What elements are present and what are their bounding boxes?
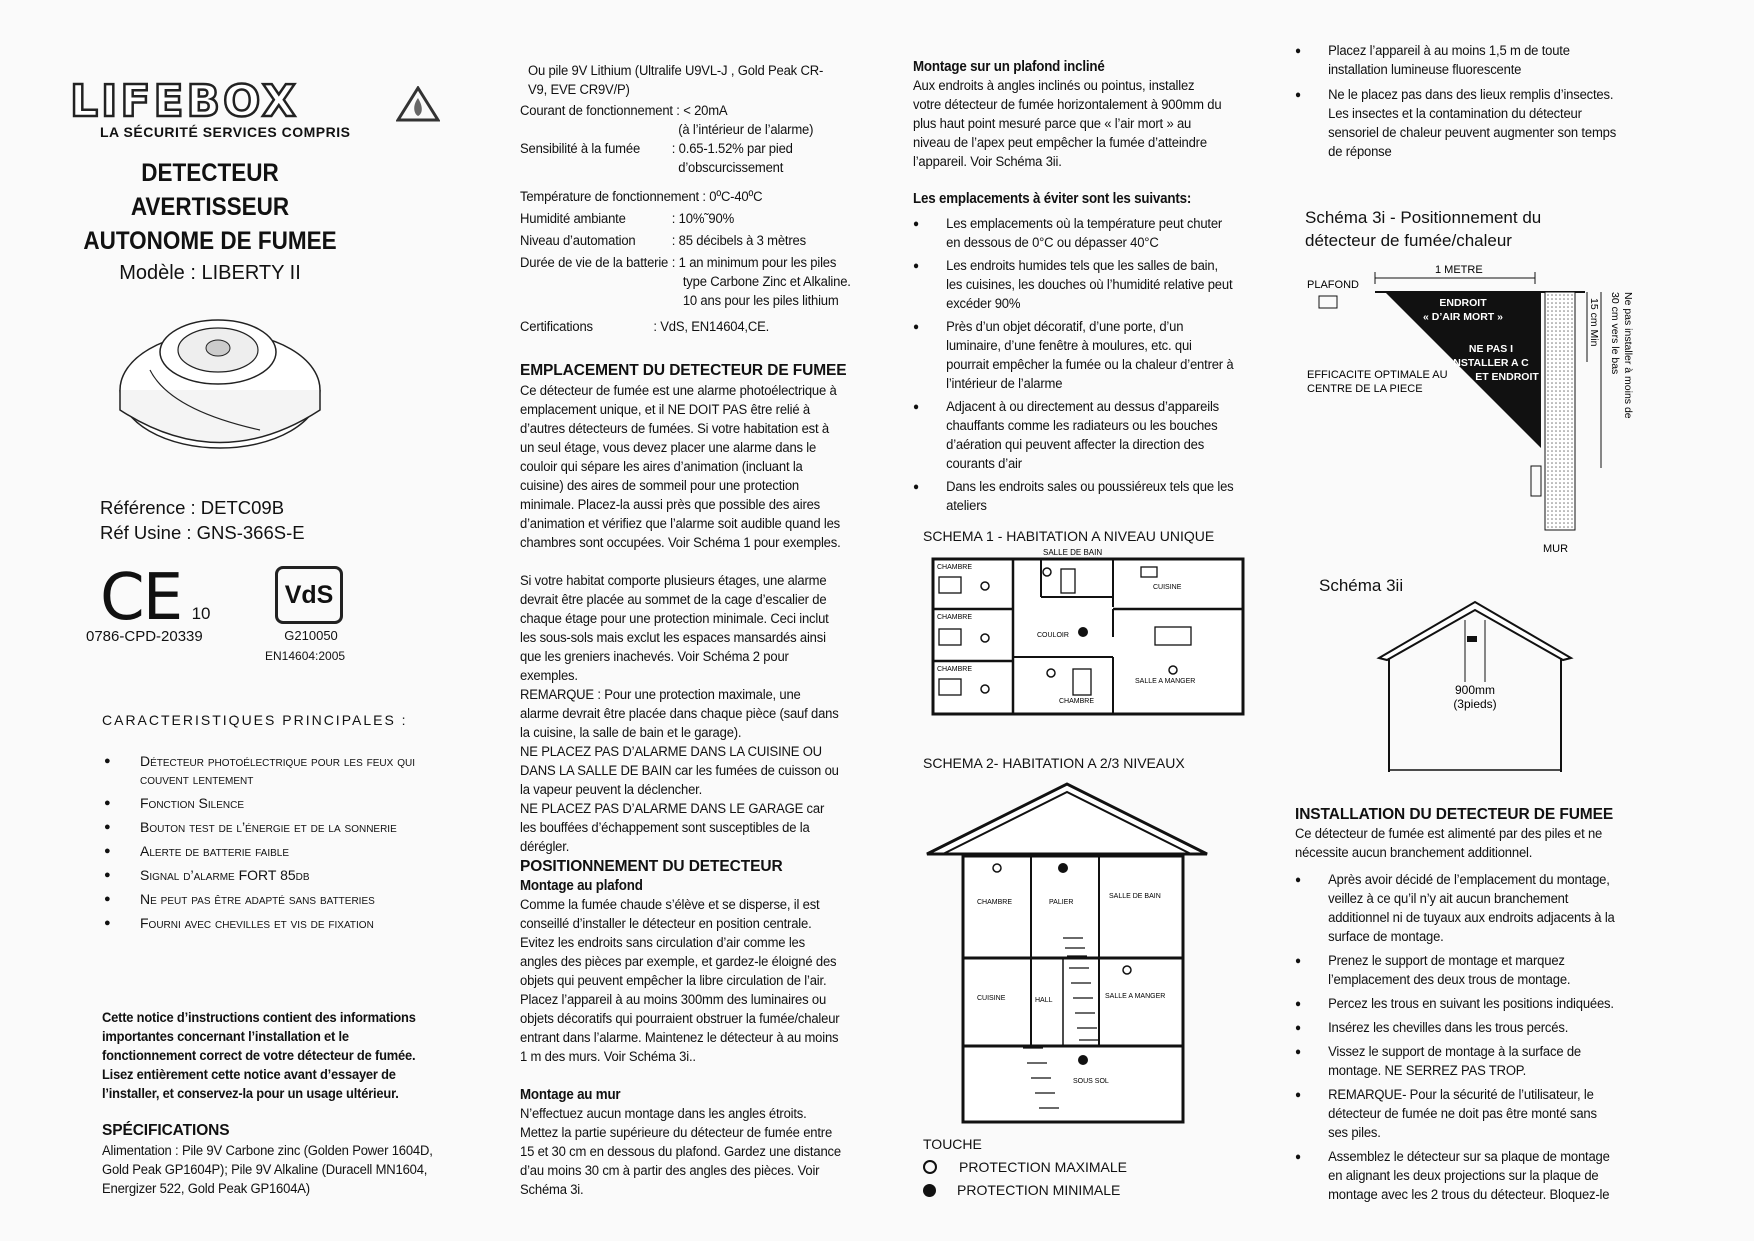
avoid-item: ● Près d’un objet décoratif, d’une porte, d’un luminaire, d’une fenêtre à moulures, etc. qui pourrait empêcher la fumée ou la chaleur d’entrer à l’intérieur de l’alarme — [913, 318, 1235, 394]
avoid-block — [913, 190, 1235, 516]
avoid-item: ● Adjacent à ou directement au dessus d’appareils chauffants comme les radiateurs ou les bouches d’aération qui peuvent affecter la direction des courants d’air — [913, 398, 1235, 474]
installation-body — [1295, 825, 1617, 1205]
installation-heading: INSTALLATION DU DETECTEUR DE FUMEE — [1295, 806, 1614, 823]
spec-label: Courant de fonctionnement : — [520, 103, 680, 119]
room-label: COULOIR — [1037, 632, 1069, 639]
legend-title: TOUCHE — [923, 1136, 982, 1152]
logo — [70, 76, 430, 140]
specs-heading: SPÉCIFICATIONS — [102, 1122, 230, 1139]
plafond-label: PLAFOND — [1307, 279, 1359, 291]
legend-min-label: PROTECTION MINIMALE — [957, 1182, 1121, 1198]
avoid-list-2 — [1295, 42, 1617, 162]
spec-value: : VdS, EN14604,CE. — [653, 319, 770, 335]
reference-block — [100, 495, 305, 545]
detector-min-icon — [923, 1184, 936, 1197]
specs-lithium: Ou pile 9V Lithium (Ultralife U9VL-J , Gold Peak CR-V9, EVE CR9V/P) — [528, 63, 824, 98]
detector-min-icon — [1058, 863, 1068, 873]
feature-item: ● Ne peut pas être adapté sans batteries — [104, 890, 434, 908]
emplacement-body — [520, 382, 842, 857]
dim-label-2: (3pieds) — [1453, 697, 1497, 711]
positionnement-p2: N’effectuez aucun montage dans les angles étroits. Mettez la partie supérieure du détecteur de fumée entre 15 et 30 cm en dessous du plafond. Gardez une distance d’au moins 30 cm à partir des angles des pièces. Voir Schéma 3i. — [520, 1106, 841, 1198]
feature-item: ● Signal d’alarme FORT 85db — [104, 866, 434, 884]
factory-ref: Réf Usine : GNS-366S-E — [100, 522, 305, 543]
efficacite-label: EFFICACITE OPTIMALE AU — [1307, 369, 1448, 381]
room-label: SALLE DE BAIN — [1109, 893, 1161, 900]
spec-row — [520, 102, 860, 140]
install-step: ● Après avoir décidé de l’emplacement du montage, veillez à ce qu’il n’y ait aucun branchement additionnel ni de tuyaux aux endroits adjacents à la surface de montage. — [1295, 871, 1617, 947]
avoid-item: ● Placez l’appareil à au moins 1,5 m de toute installation lumineuse fluorescente — [1295, 42, 1617, 80]
logo-tagline: LA SÉCURITÉ SERVICES COMPRIS — [100, 124, 351, 140]
feature-item: ● Alerte de batterie faible — [104, 842, 434, 860]
title-line-3: AUTONOME DE FUMEE — [83, 227, 337, 255]
ce-code: 0786-CPD-20339 — [86, 628, 203, 645]
avoid-item: ● Dans les endroits sales ou poussiéreux tels que les ateliers — [913, 478, 1235, 516]
spec-value-2: d’obscurcissement — [678, 160, 784, 176]
positionnement-p3: Aux endroits à angles inclinés ou pointus, installez votre détecteur de fumée horizontalement à 900mm du plus haut point mesuré parce que « l’air mort » au niveau de l’apex peut empêcher la fumée d’atteindre l’appareil. Voir Schéma 3ii. — [913, 78, 1222, 170]
title-line-1: DETECTEUR — [141, 159, 279, 187]
sub-plafond: Montage au plafond — [520, 878, 643, 894]
spec-value: : 1 an minimum pour les piles — [671, 255, 837, 271]
spec-label: Durée de vie de la batterie — [520, 255, 669, 271]
emplacement-p1: Ce détecteur de fumée est une alarme photoélectrique à emplacement unique, et il NE DOIT PAS être relié à d’autres détecteurs de fumées. Si votre habitation est à un seul étage, vous devez placer une alarme dans le couloir qui sépare les aires d’animation (incluant la cuisine) des aires de sommeil pour une protection minimale. Placez-la aussi près que possible des aires d’animation et vérifiez que l’alarme soit audible quand les chambres sont occupées. Voir Schéma 1 pour exemples. — [520, 383, 841, 551]
room-label: CHAMBRE — [937, 666, 973, 673]
ne-pas-label: Ne pas installer à moins de — [1622, 292, 1634, 419]
positionnement-p1: Comme la fumée chaude s’élève et se disperse, il est conseillé d’installer le détecteur en position centrale. Evitez les endroits sans circulation d’air comme les angles des pièces par exemple, et gardez-le éloigné des objets qui peuvent empêcher la libre circulation de l’air. Placez l’appareil à au moins 300mm des luminaires ou objets décoratifs qui pourraient obstruer la fumée/chaleur entrant dans l’alarme. Maintenez le détecteur à au moins 1 m des murs. Voir Schéma 3i.. — [520, 897, 840, 1065]
spec-label: Température de fonctionnement : 0ºC-40ºC — [520, 189, 763, 205]
detector-max-icon — [923, 1160, 937, 1174]
spec-value: : 0.65-1.52% par pied — [671, 141, 793, 157]
metre-label: 1 METRE — [1435, 264, 1483, 276]
avoid-item: ● Les endroits humides tels que les salles de bain, les cuisines, les douches où l’humidité relative peut excéder 90% — [913, 257, 1235, 314]
incline-block — [913, 58, 1226, 172]
avoid-heading: Les emplacements à éviter sont les suivants: — [913, 191, 1192, 207]
no-install-label-2: NSTALLER A C — [1453, 357, 1529, 369]
ce-mark — [86, 561, 211, 645]
install-step: ● Assemblez le détecteur sur sa plaque de montage en alignant les deux projections sur la plaque de montage avec les 2 trous du détecteur. Bloquez-le — [1295, 1148, 1617, 1205]
spec-row — [520, 210, 860, 232]
features-heading: CARACTERISTIQUES PRINCIPALES : — [102, 712, 408, 728]
schema1-title: SCHEMA 1 - HABITATION A NIVEAU UNIQUE — [923, 528, 1215, 544]
room-label: CHAMBRE — [937, 564, 973, 571]
spec-value-2: (à l’intérieur de l’alarme) — [678, 122, 814, 138]
emplacement-p4: NE PLACEZ PAS D’ALARME DANS LA CUISINE OU DANS LA SALLE DE BAIN car les fumées de cuisson ou la vapeur peuvent la déclencher. — [520, 744, 839, 798]
feature-item: ● Fourni avec chevilles et vis de fixation — [104, 914, 434, 932]
room-label: SOUS SOL — [1073, 1078, 1109, 1085]
room-label: SALLE DE BAIN — [1043, 548, 1103, 557]
emplacement-p3: REMARQUE : Pour une protection maximale, une alarme devrait être placée dans chaque pièce (sauf dans la cuisine, la salle de bain et le garage). — [520, 687, 839, 741]
logo-text: LIFEBOX — [70, 76, 299, 127]
schema3i-diagram — [1295, 258, 1635, 558]
ce-logo: CE — [100, 561, 182, 635]
feature-item: ● Fonction Silence — [104, 794, 434, 812]
spec-label: Niveau d’automation — [520, 233, 636, 249]
spec-value-2: type Carbone Zinc et Alkaline. 10 ans pour les piles lithium — [682, 274, 851, 309]
vds-logo: VdS — [275, 566, 343, 624]
schema2-title: SCHEMA 2- HABITATION A 2/3 NIVEAUX — [923, 755, 1185, 771]
room-label: HALL — [1035, 997, 1053, 1004]
feature-item: ● Détecteur photoélectrique pour les feux qui couvent lentement — [104, 752, 434, 788]
avoid-item: ● Ne le placez pas dans des lieux remplis d’insectes. Les insectes et la contamination du détecteur sensoriel de chaleur peuvent augmenter son temps de réponse — [1295, 86, 1617, 162]
detector-image — [110, 300, 330, 460]
dim-label: 900mm — [1454, 683, 1496, 697]
spec-value: : 10%˜90% — [671, 211, 735, 227]
legend-min — [923, 1179, 1127, 1202]
installation-list — [1295, 871, 1617, 1205]
room-label: CHAMBRE — [977, 899, 1013, 906]
room-label: CHAMBRE — [1059, 698, 1095, 705]
spec-value: < 20mA — [683, 103, 728, 119]
schema2-house — [923, 778, 1213, 1126]
spec-row — [520, 254, 860, 318]
install-step: ● Percez les trous en suivant les positions indiquées. — [1295, 995, 1617, 1014]
spec-row — [520, 140, 860, 188]
avoid-item: ● Les emplacements où la température peut chuter en dessous de 0°C ou dépasser 40°C — [913, 215, 1235, 253]
schema3i-title: Schéma 3i - Positionnement du détecteur de fumée/chaleur — [1305, 208, 1542, 250]
reference: Référence : DETC09B — [100, 497, 285, 518]
spec-label: Humidité ambiante — [520, 211, 626, 227]
emplacement-heading: EMPLACEMENT DU DETECTEUR DE FUMEE — [520, 362, 847, 379]
feature-item: ● Bouton test de l’énergie et de la sonnerie — [104, 818, 434, 836]
room-label: CUISINE — [977, 995, 1006, 1002]
positionnement-heading: POSITIONNEMENT DU DETECTEUR — [520, 858, 783, 875]
installation-intro: Ce détecteur de fumée est alimenté par des piles et ne nécessite aucun branchement additionnel. — [1295, 826, 1603, 861]
spec-row — [520, 318, 860, 340]
product-title — [60, 156, 360, 288]
room-label: CHAMBRE — [937, 614, 973, 621]
spec-label: Certifications — [520, 319, 593, 335]
schema3ii-title: Schéma 3ii — [1319, 576, 1404, 595]
detector-min-icon — [1078, 1055, 1088, 1065]
positionnement-body — [520, 877, 842, 1200]
legend — [923, 1133, 1127, 1202]
model-label: Modèle : LIBERTY II — [119, 262, 301, 284]
specs-power: Alimentation : Pile 9V Carbone zinc (Golden Power 1604D, Gold Peak GP1604P); Pile 9V Alkaline (Duracell MN1604, Energizer 522, Gold Peak GP1604A) — [102, 1143, 433, 1197]
spec-row — [520, 188, 860, 210]
sub-incline: Montage sur un plafond incliné — [913, 59, 1105, 75]
emplacement-p5: NE PLACEZ PAS D’ALARME DANS LE GARAGE car les bouffées d’échappement sont susceptibles de la dérégler. — [520, 801, 825, 855]
legend-max-label: PROTECTION MAXIMALE — [959, 1159, 1128, 1175]
spec-row — [520, 232, 860, 254]
schema1-floorplan — [923, 547, 1253, 722]
specs-table — [520, 102, 860, 340]
dead-air-label-2: « D’AIR MORT » — [1423, 311, 1503, 323]
install-step: ● Vissez le support de montage à la surface de montage. NE SERREZ PAS TROP. — [1295, 1043, 1617, 1081]
no-install-label: NE PAS I — [1468, 343, 1514, 355]
room-label: SALLE A MANGER — [1135, 678, 1196, 685]
dead-air-label: ENDROIT — [1439, 297, 1487, 309]
spec-value: : 85 décibels à 3 mètres — [671, 233, 806, 249]
room-label: SALLE A MANGER — [1105, 993, 1166, 1000]
schema3ii-diagram — [1375, 598, 1575, 778]
emplacement-p2: Si votre habitat comporte plusieurs étages, une alarme devrait être placée au sommet de la cage d’escalier de chaque étage pour une protection minimale. Ceci inclut les sous-sols mais exclut les espaces mansardés ainsi que les greniers inachevés. Voir Schéma 2 pour exemples. — [520, 573, 829, 684]
flame-triangle-icon — [396, 86, 440, 122]
install-step: ● REMARQUE- Pour la sécurité de l’utilisateur, le détecteur de fumée ne doit pas être monté sans ses piles. — [1295, 1086, 1617, 1143]
detector-min-icon — [1078, 627, 1088, 637]
ne-pas-label-2: 30 cm vers le bas — [1609, 292, 1621, 375]
min15-label: 15 cm Min — [1588, 298, 1600, 347]
sub-mur: Montage au mur — [520, 1087, 621, 1103]
room-label: PALIER — [1049, 899, 1074, 906]
ce-number: 10 — [191, 604, 211, 623]
spec-label: Sensibilité à la fumée — [520, 141, 641, 157]
title-line-2: AVERTISSEUR — [130, 193, 290, 221]
mur-label: MUR — [1543, 543, 1569, 555]
avoid-list — [913, 215, 1235, 516]
efficacite-label-2: CENTRE DE LA PIECE — [1307, 383, 1423, 395]
notice: Cette notice d’instructions contient des informations importantes concernant l’installation et le fonctionnement correct de votre détecteur de fumée. Lisez entièrement cette notice avant d’essayer de l’installer, et conservez-la pour un usage ultérieur. — [102, 1009, 416, 1101]
install-step: ● Insérez les chevilles dans les trous percés. — [1295, 1019, 1617, 1038]
vds-code: G210050 — [284, 628, 338, 643]
vds-norm: EN14604:2005 — [265, 649, 346, 663]
vds-mark — [265, 566, 345, 663]
features-list — [104, 752, 434, 932]
room-label: CUISINE — [1153, 584, 1182, 591]
legend-max — [923, 1156, 1127, 1179]
no-install-label-3: ET ENDROIT — [1475, 371, 1539, 383]
install-step: ● Prenez le support de montage et marquez l’emplacement des deux trous de montage. — [1295, 952, 1617, 990]
